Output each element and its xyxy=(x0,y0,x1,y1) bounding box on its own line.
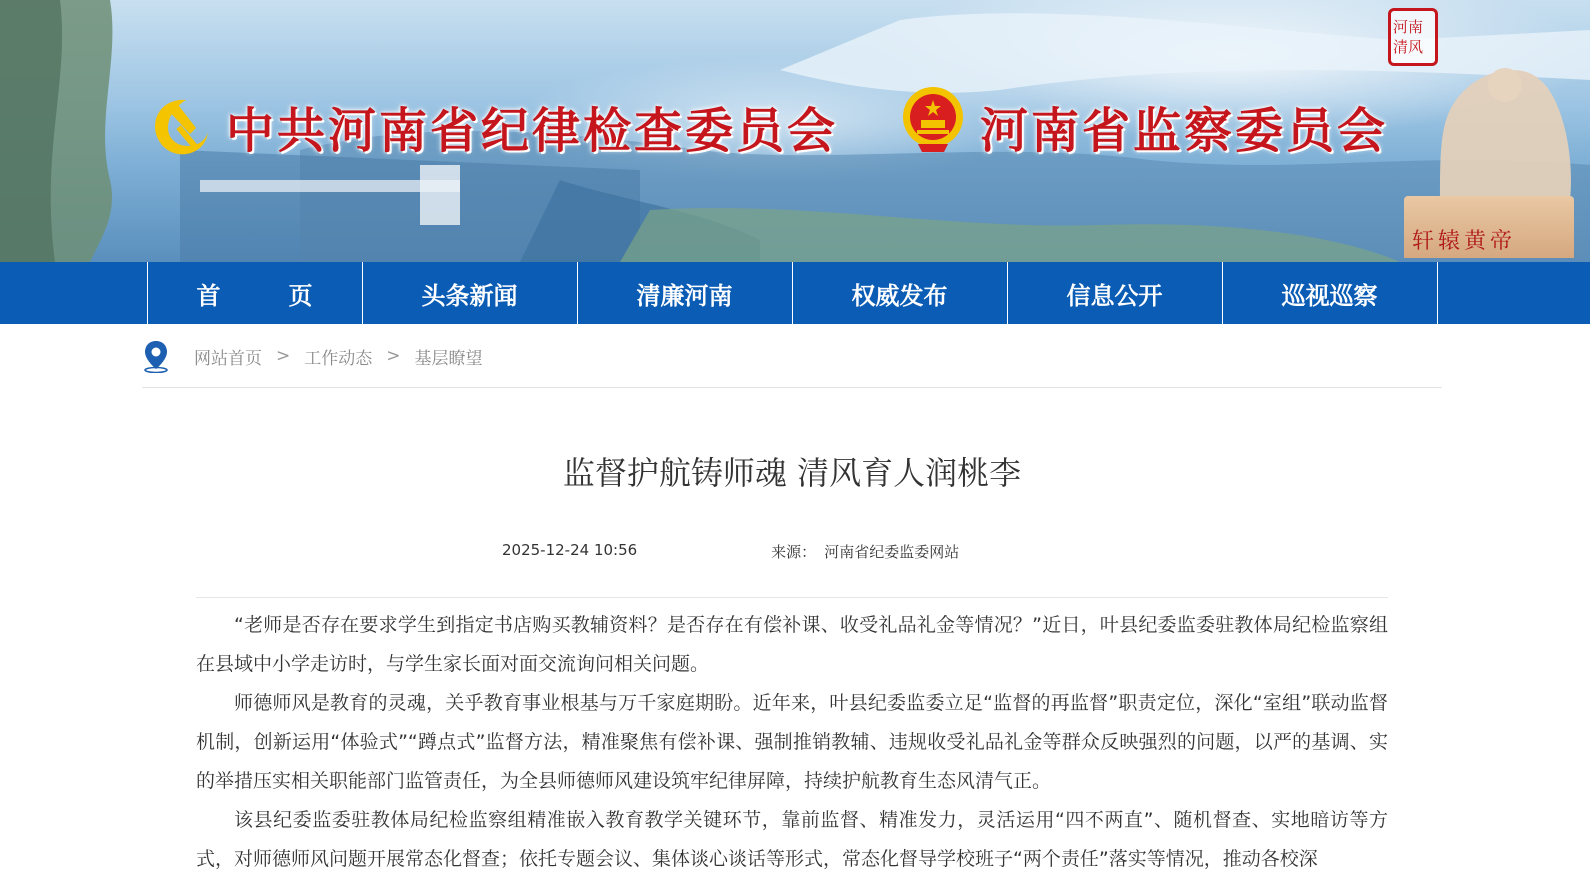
article-source-label: 来源： xyxy=(771,543,817,561)
seal-stamp: 河南清风 xyxy=(1388,8,1438,66)
article-title: 监督护航铸师魂 清风育人润桃李 xyxy=(562,454,1022,492)
breadcrumb xyxy=(142,325,1442,388)
banner-title-right: 河南省监察委员会 xyxy=(980,103,1389,159)
national-emblem-icon xyxy=(900,84,966,154)
nav-item-authoritative-release[interactable]: 权威发布 xyxy=(793,262,1008,324)
breadcrumb-separator: > xyxy=(276,346,291,366)
breadcrumb-work-news[interactable]: 工作动态 xyxy=(304,348,373,369)
main-nav xyxy=(0,262,1590,324)
statue-plate-text: 轩辕黄帝 xyxy=(1412,229,1517,254)
article-paragraph: 该县纪委监委驻教体局纪检监察组精准嵌入教育教学关键环节，靠前监督、精准发力，灵活运用“四不两直”、随机督查、实地暗访等方式，对师德师风问题开展常态化督查；依托专题会议、集体谈心谈话等形式，常态化督导学校班子“两个责任”落实等情况，推动各校深 xyxy=(196,809,1388,870)
article-date: 2025-12-24 10:56 xyxy=(502,541,638,559)
site-banner xyxy=(0,0,1590,262)
nav-item-info-disclosure[interactable]: 信息公开 xyxy=(1008,262,1223,324)
nav-item-inspection[interactable]: 巡视巡察 xyxy=(1223,262,1438,324)
banner-title-left: 中共河南省纪律检查委员会 xyxy=(226,103,839,159)
article xyxy=(196,430,1388,879)
article-meta xyxy=(196,541,1388,598)
statue-plate xyxy=(1404,196,1574,258)
article-body xyxy=(196,606,1388,879)
article-paragraph: 师德师风是教育的灵魂，关乎教育事业根基与万千家庭期盼。近年来，叶县纪委监委立足“监督的再监督”职责定位，深化“室组”联动监督机制，创新运用“体验式”“蹲点式”监督方法，精准聚焦有偿补课、强制推销教辅、违规收受礼品礼金等群众反映强烈的问题，以严的基调、实的举措压实相关职能部门监管责任，为全县师德师风建设筑牢纪律屏障，持续护航教育生态风清气正。 xyxy=(196,692,1388,792)
breadcrumb-grassroots[interactable]: 基层瞭望 xyxy=(414,348,483,369)
breadcrumb-home[interactable]: 网站首页 xyxy=(194,348,262,369)
nav-list xyxy=(147,262,1444,324)
nav-item-headlines[interactable]: 头条新闻 xyxy=(363,262,578,324)
hammer-sickle-icon xyxy=(146,94,212,156)
breadcrumb-separator: > xyxy=(386,346,401,366)
nav-item-home[interactable]: 首 页 xyxy=(148,262,363,324)
article-paragraph: “老师是否存在要求学生到指定书店购买教辅资料？是否存在有偿补课、收受礼品礼金等情况？”近日，叶县纪委监委驻教体局纪检监察组在县域中小学走访时，与学生家长面对面交流询问相关问题。 xyxy=(196,614,1388,675)
article-source: 河南省纪委监委网站 xyxy=(824,543,960,561)
nav-item-clean-henan[interactable]: 清廉河南 xyxy=(578,262,793,324)
location-pin-icon xyxy=(142,339,170,373)
